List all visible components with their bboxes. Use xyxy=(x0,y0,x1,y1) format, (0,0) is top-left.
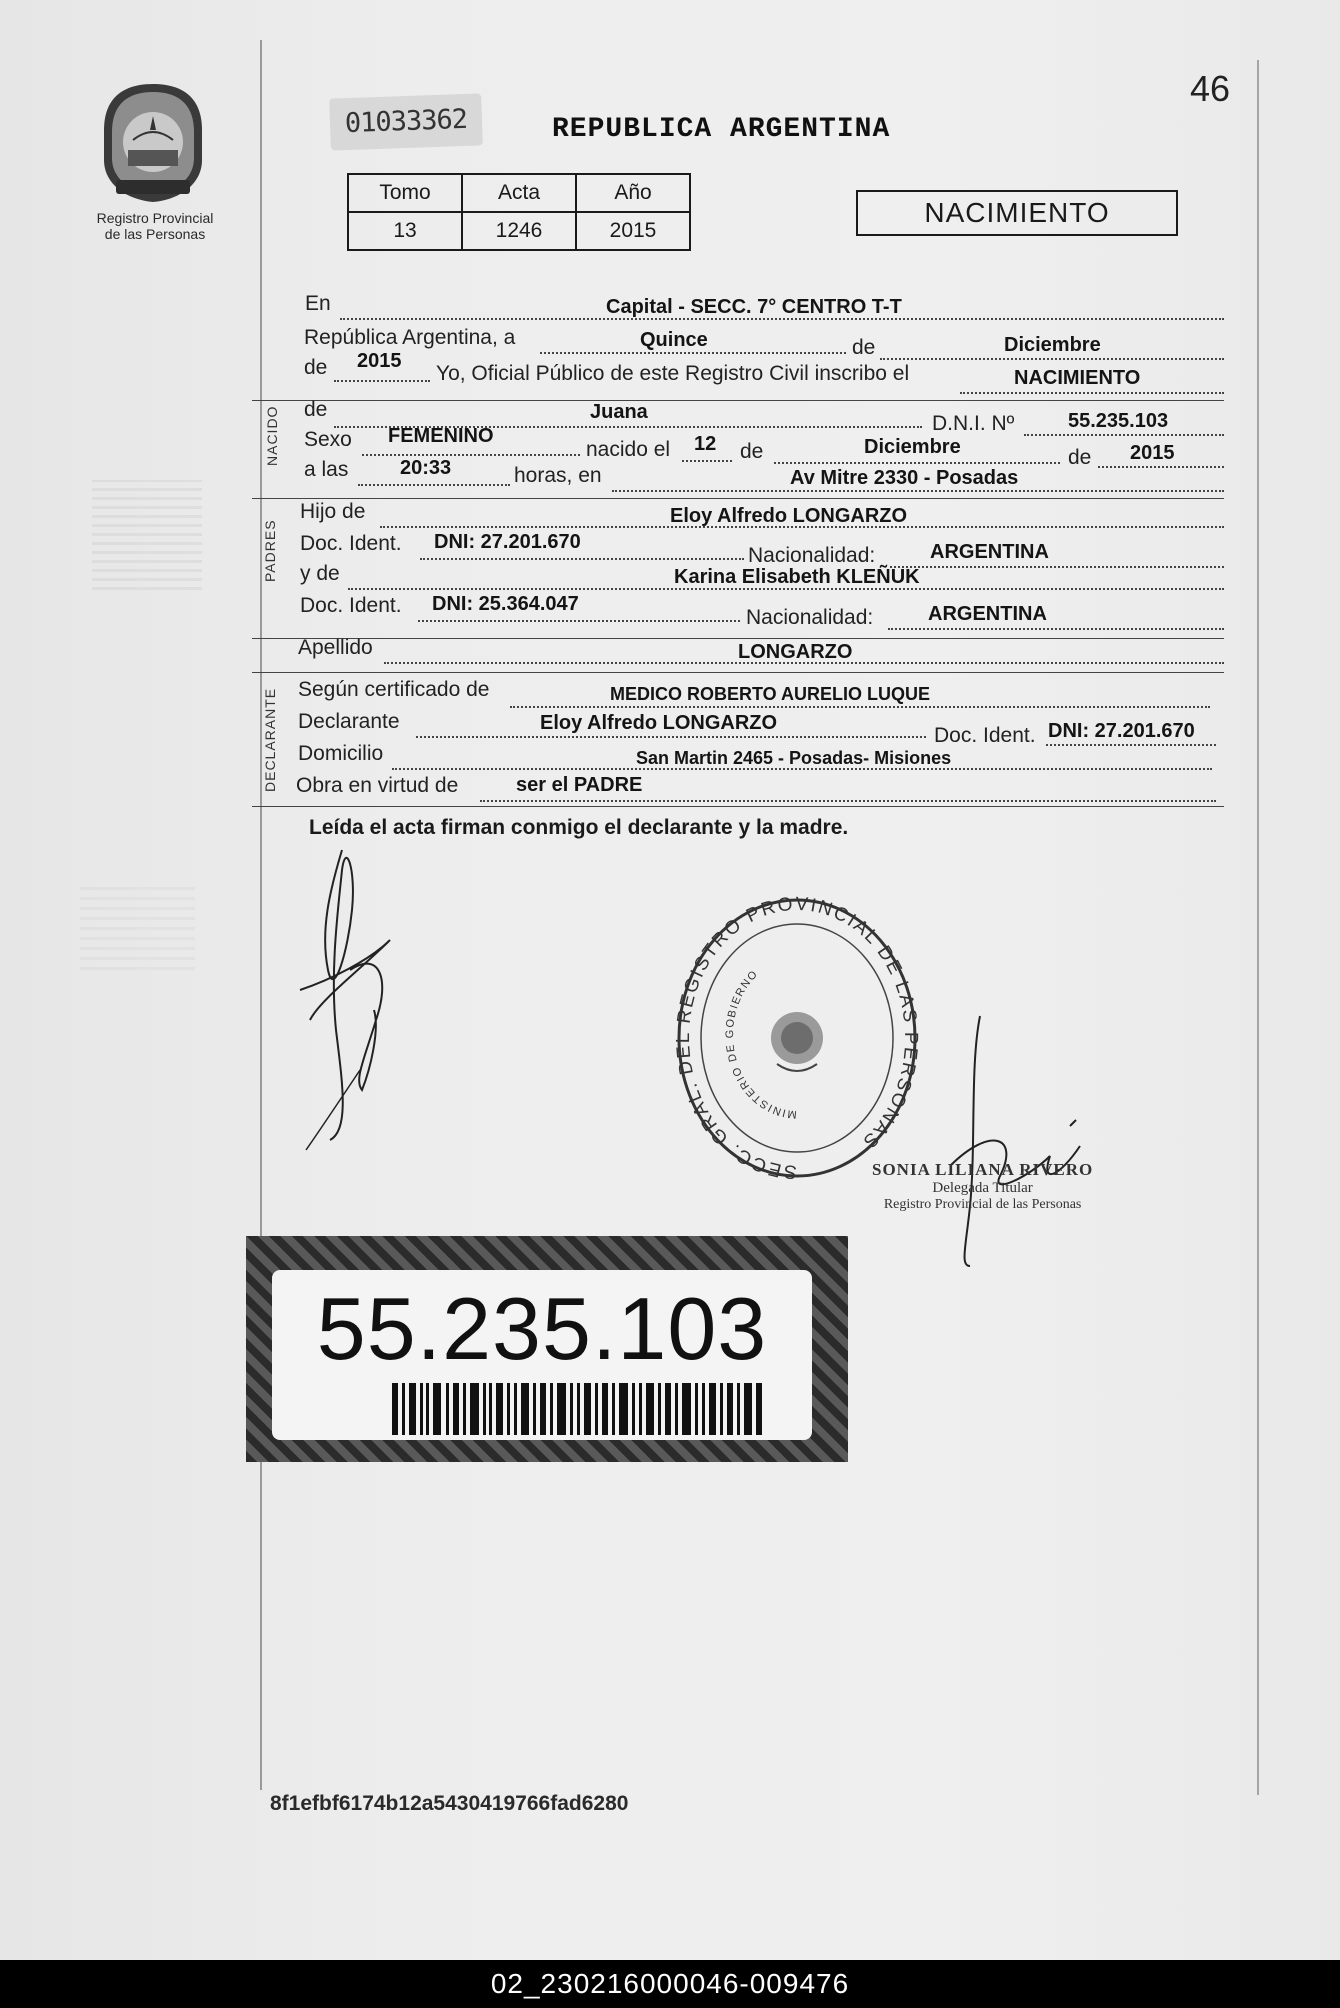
birth-month: Diciembre xyxy=(864,436,961,458)
mother-nationality: ARGENTINA xyxy=(928,603,1047,625)
birth-day: 12 xyxy=(694,433,717,455)
dni-barcode-card xyxy=(246,1236,848,1462)
de-label: de xyxy=(740,440,764,463)
child-name: Juana xyxy=(590,401,648,423)
surname: LONGARZO xyxy=(738,641,853,663)
horas-label: horas, en xyxy=(514,464,602,487)
hijo-de-label: Hijo de xyxy=(300,500,366,523)
record-table-value-row xyxy=(348,212,690,250)
official-role: Delegada Titular xyxy=(932,1180,1033,1196)
apellido-label: Apellido xyxy=(298,636,373,659)
dotted-line xyxy=(1046,744,1216,746)
record-table-cell: 1246 xyxy=(462,212,576,250)
dotted-line xyxy=(880,358,1224,360)
sexo-label: Sexo xyxy=(304,428,352,451)
right-margin-rule xyxy=(1257,60,1259,1795)
registration-month: Diciembre xyxy=(1004,334,1101,356)
en-label: En xyxy=(305,292,331,315)
official-organization: Registro Provincial de las Personas xyxy=(883,1197,1082,1212)
dotted-line xyxy=(888,628,1224,630)
registry-caption-line2: de las Personas xyxy=(104,226,206,242)
section-divider xyxy=(252,498,1224,499)
doc-ident-label: Doc. Ident. xyxy=(300,594,402,617)
dotted-line xyxy=(960,392,1224,394)
de-label: de xyxy=(1068,446,1092,469)
father-name: Eloy Alfredo LONGARZO xyxy=(670,505,908,527)
father-doc: DNI: 27.201.670 xyxy=(434,531,581,553)
dotted-line xyxy=(420,558,744,560)
registry-seal xyxy=(672,896,922,1196)
birth-place: Av Mitre 2330 - Posadas xyxy=(790,467,1019,489)
obra-label: Obra en virtud de xyxy=(296,774,459,797)
declarante-label: Declarante xyxy=(298,710,400,733)
mother-doc: DNI: 25.364.047 xyxy=(432,593,579,615)
padres-section-label: PADRES xyxy=(262,519,278,582)
registry-caption xyxy=(80,210,230,242)
record-table-header: Acta xyxy=(462,174,576,212)
nacido-el-label: nacido el xyxy=(586,438,671,461)
child-sex: FEMENINO xyxy=(388,425,494,447)
record-table-cell: 13 xyxy=(348,212,462,250)
doc-ident-label: Doc. Ident. xyxy=(300,532,402,555)
dotted-line xyxy=(1098,466,1224,468)
declarant-name: Eloy Alfredo LONGARZO xyxy=(540,712,778,734)
declarant-capacity: ser el PADRE xyxy=(516,774,643,796)
father-nationality: ARGENTINA xyxy=(930,541,1049,563)
dotted-line xyxy=(416,736,926,738)
record-value: NACIMIENTO xyxy=(1014,367,1141,389)
mother-name: Karina Elisabeth KLEÑUK xyxy=(674,566,920,588)
country-title: REPUBLICA ARGENTINA xyxy=(552,114,891,145)
dotted-line xyxy=(890,566,1224,568)
child-dni: 55.235.103 xyxy=(1068,410,1169,432)
registration-year: 2015 xyxy=(357,350,402,372)
page-number: 46 xyxy=(1190,68,1231,109)
dotted-line xyxy=(362,454,580,456)
nacido-section-label: NACIDO xyxy=(264,405,280,466)
doc-ident-label: Doc. Ident. xyxy=(934,724,1036,747)
dotted-line xyxy=(1024,434,1224,436)
document-hash: 8f1efbf6174b12a5430419766fad6280 xyxy=(270,1792,629,1815)
official-stamp xyxy=(872,1160,1093,1213)
de-label: de xyxy=(852,336,876,359)
dotted-line xyxy=(358,484,510,486)
dotted-line xyxy=(774,462,1060,464)
place-of-registration: Capital - SECC. 7° CENTRO T-T xyxy=(606,296,902,318)
dotted-line xyxy=(540,352,846,354)
de-label: de xyxy=(304,398,328,421)
closing-statement: Leída el acta firman conmigo el declarante y la madre. xyxy=(309,816,849,839)
barcode-panel xyxy=(272,1270,812,1440)
dotted-line xyxy=(682,460,732,462)
de-label: de xyxy=(304,356,328,379)
day-in-words: Quince xyxy=(640,329,708,351)
section-divider xyxy=(252,400,1224,401)
declarant-signature xyxy=(290,830,410,1160)
record-table-header: Año xyxy=(576,174,690,212)
dotted-line xyxy=(480,800,1216,802)
record-type-box: NACIMIENTO xyxy=(856,190,1178,236)
serial-number-stamp: 01033362 xyxy=(329,93,483,150)
republica-label: República Argentina, a xyxy=(304,326,516,349)
certificado-label: Según certificado de xyxy=(298,678,490,701)
birth-time: 20:33 xyxy=(400,457,452,479)
section-divider xyxy=(252,672,1224,673)
scan-footer-id: 02_230216000046-009476 xyxy=(0,1960,1340,2008)
provincial-crest-logo xyxy=(98,80,208,205)
dotted-line xyxy=(612,490,1224,492)
oficial-text: Yo, Oficial Público de este Registro Civil inscribo el xyxy=(436,362,910,385)
section-divider xyxy=(252,806,1224,807)
record-table-header-row xyxy=(348,174,690,212)
a-las-label: a las xyxy=(304,458,349,481)
bleed-through-mark xyxy=(80,880,195,970)
nacionalidad-label: Nacionalidad: xyxy=(746,606,874,629)
nacionalidad-label: Nacionalidad: xyxy=(748,544,876,567)
seal-inner-text: MINISTERIO DE GOBIERNO xyxy=(723,967,798,1121)
registry-caption-line1: Registro Provincial xyxy=(96,210,214,226)
dni-label: D.N.I. Nº xyxy=(932,412,1015,435)
declarante-section-label: DECLARANTE xyxy=(262,687,278,792)
dotted-line xyxy=(418,620,740,622)
barcode-bars xyxy=(392,1383,764,1435)
bleed-through-mark xyxy=(92,480,202,590)
declarant-doc: DNI: 27.201.670 xyxy=(1048,720,1195,742)
record-table xyxy=(347,173,691,251)
seal-outer-text: SECC. GRAL. DEL REGISTRO PROVINCIAL DE LAS PERSONAS xyxy=(673,896,922,1183)
dotted-line xyxy=(334,380,430,382)
y-de-label: y de xyxy=(300,562,340,585)
barcode-number: 55.235.103 xyxy=(316,1279,768,1378)
official-signature xyxy=(930,1006,1110,1276)
left-margin-rule xyxy=(260,40,262,1790)
certificate-issuer: MEDICO ROBERTO AURELIO LUQUE xyxy=(610,684,931,704)
dotted-line xyxy=(510,706,1210,708)
record-table-header: Tomo xyxy=(348,174,462,212)
section-divider xyxy=(252,638,1224,639)
record-table-cell: 2015 xyxy=(576,212,690,250)
declarant-address: San Martin 2465 - Posadas- Misiones xyxy=(636,748,952,768)
domicilio-label: Domicilio xyxy=(298,742,384,765)
official-name: SONIA LILIANA RIVERO xyxy=(872,1160,1094,1179)
birth-year: 2015 xyxy=(1130,442,1175,464)
